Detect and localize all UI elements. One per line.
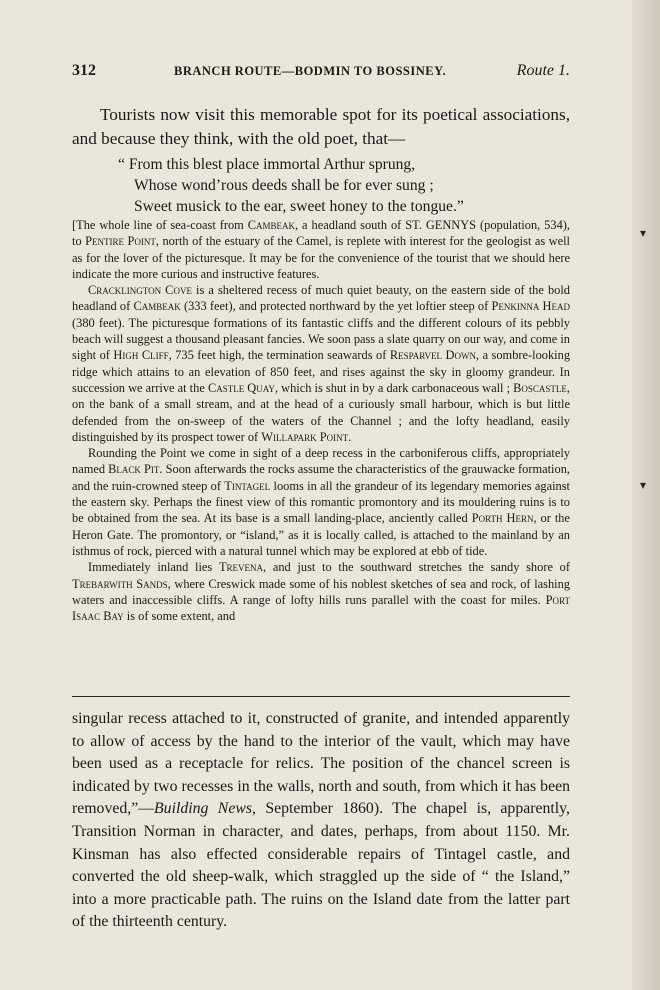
citation-source: Building News	[154, 800, 253, 818]
intro-text: Tourists now visit this memorable spot for its poetical associations, and because they think, with the old poet, that—	[72, 105, 570, 148]
route-label: Route 1.	[516, 62, 570, 79]
footnote	[72, 708, 570, 934]
verse-line: Sweet musick to the ear, sweet honey to the tongue.”	[134, 198, 464, 215]
margin-mark: ▾	[639, 478, 646, 492]
verse-line: Whose wond’rous deeds shall be for ever sung ;	[134, 177, 434, 194]
verse-line: “ From this blest place immortal Arthur sprung,	[118, 156, 416, 173]
margin-mark: ▾	[639, 226, 646, 240]
coast-description	[72, 217, 570, 624]
intro-paragraph	[72, 103, 570, 150]
paragraph-tintagel: Rounding the Point we come in sight of a deep recess in the carboniferous cliffs, appropriately named Black Pit. Soon afterwards the rocks assume the characteristics of the grauwacke formation, and the ruin-crowned steep of Tintagel looms in all the grandeur of its legendary memories against the eastern sky. Perhaps the finest view of this romantic promontory and its mouldering ruins is to be obtained from the sea. At its base is a small landing-place, anciently called Porth Hern, or the Heron Gate. The promontory, or “island,” as it is locally called, is attached to the mainland by an isthmus of rock, pierced with a natural tunnel which may be explored at ebb of tide.	[72, 446, 570, 558]
footnote-rule	[72, 696, 570, 697]
running-header	[72, 62, 570, 84]
running-title: BRANCH ROUTE—BODMIN TO BOSSINEY.	[174, 64, 447, 78]
footnote-text: singular recess attached to it, constructed of granite, and intended apparently to allow of access by the hand to the interior of the vault, which may have been used as a receptacle for relics. The position of the chancel screen is indicated by two recesses in the walls, north and south, from which it has been removed,”—Building News, September 1860). The chapel is, apparently, Transition Norman in character, and dates, perhaps, from about 1150. Mr. Kinsman has also effected considerable repairs of Tintagel castle, and converted the old sheep-walk, which straggled up the side of “ the Island,” into a more practicable path. The ruins on the Island date from the latter part of the thirteenth century.	[72, 710, 570, 931]
verse-quotation	[118, 154, 578, 217]
paragraph-trevena: Immediately inland lies Trevena, and just to the southward stretches the sandy shore of Trebarwith Sands, where Creswick made some of his noblest sketches of sea and rock, of lashing waters and inaccessible cliffs. A range of lofty hills runs parallel with the coast for miles. Port Isaac Bay is of some extent, and	[72, 560, 570, 624]
page-edge	[632, 0, 660, 990]
page-number: 312	[72, 62, 96, 79]
paragraph-coastline: [The whole line of sea-coast from Cambeak, a headland south of ST. GENNYS (population, 534), to Pentire Point, north of the estuary of the Camel, is replete with interest for the geologist as well as for the lover of the picturesque. It may be for the convenience of the tourist that we should here indicate the more curious and instructive features.	[72, 218, 570, 281]
paragraph-cracklington: Cracklington Cove is a sheltered recess of much quiet beauty, on the eastern side of the bold headland of Cambeak (333 feet), and protected northward by the yet loftier steep of Penkinna Head (380 feet). The picturesque formations of its fantastic cliffs and the different colours of its pebbly beach will suggest a thousand pleasant fancies. We soon pass a slate quarry on our way, and come in sight of High Cliff, 735 feet high, the termination seawards of Resparvel Down, a sombre-looking ridge which attains to an elevation of 850 feet, and rises against the sky in gloomy grandeur. In succession we arrive at the Castle Quay, which is shut in by a dark carbonaceous wall ; Boscastle, on the bank of a small stream, and at the head of a curiously small harbour, which is but little defended from the on-sweep of the waters of the Channel ; and the lofty headland, easily distinguished by its prospect tower of Willapark Point.	[72, 283, 571, 444]
